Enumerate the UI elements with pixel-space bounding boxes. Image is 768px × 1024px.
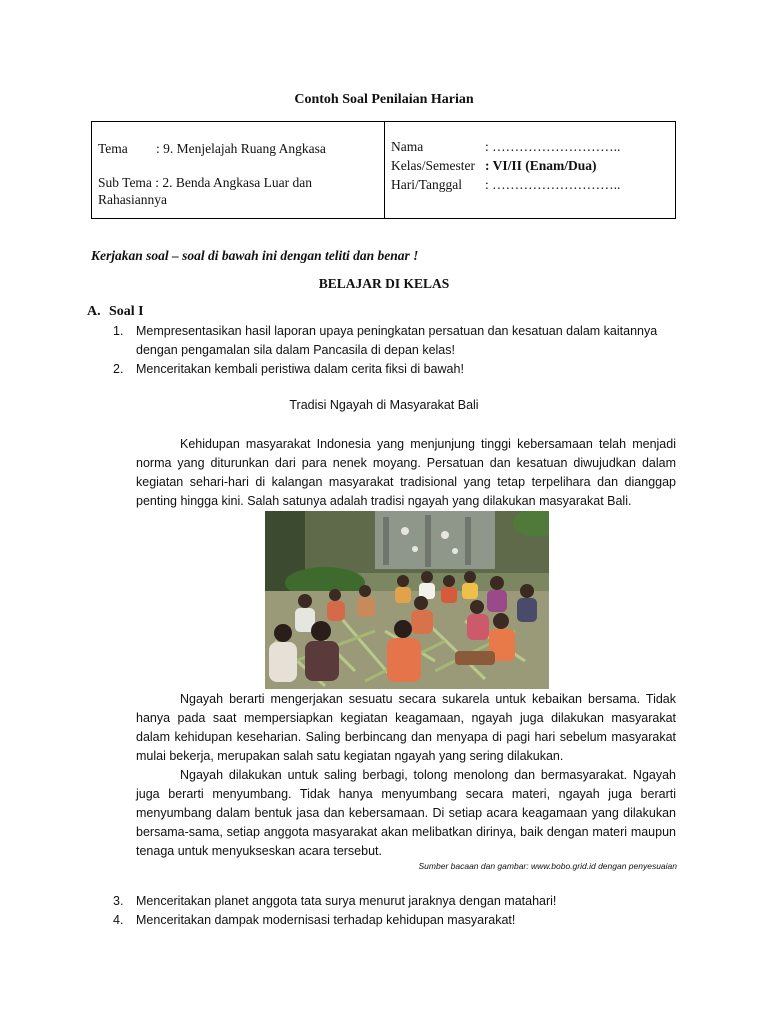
question-text: Menceritakan planet anggota tata surya menurut jaraknya dengan matahari! bbox=[136, 894, 557, 908]
header-divider bbox=[384, 122, 385, 218]
subtema-line1: Sub Tema : 2. Benda Angkasa Luar dan bbox=[98, 175, 313, 190]
question-text-continued: dengan pengamalan sila dalam Pancasila di depan kelas! bbox=[136, 343, 455, 357]
source-citation: Sumber bacaan dan gambar: www.bobo.grid.id dengan penyesuaian bbox=[418, 861, 677, 871]
question-item bbox=[113, 360, 464, 379]
section-a-heading bbox=[87, 304, 144, 320]
kelas-value: : VI/II (Enam/Dua) bbox=[485, 158, 597, 173]
hari-value: : ……………………….. bbox=[485, 177, 621, 192]
question-item bbox=[113, 911, 515, 930]
ngayah-photo-illustration bbox=[265, 511, 549, 689]
story-title: Tradisi Ngayah di Masyarakat Bali bbox=[289, 398, 479, 412]
nama-value: : ……………………….. bbox=[485, 139, 621, 154]
story-paragraph: Ngayah dilakukan untuk saling berbagi, tolong menolong dan bermasyarakat. Ngayah juga berarti menyumbang. Tidak hanya menyumbang secara materi, ngayah juga berarti menyumbang dalam bentuk jasa dan kebersamaan. Di setiap acara keagamaan yang dilakukan bersama-sama, setiap anggota masyarakat akan melibatkan dirinya, baik dengan materi maupun tenaga untuk menyukseskan acara tersebut. bbox=[136, 768, 676, 858]
instruction-text: Kerjakan soal – soal di bawah ini dengan teliti dan benar ! bbox=[91, 248, 419, 263]
kelas-label: Kelas/Semester bbox=[391, 158, 475, 173]
subtema-line2: Rahasiannya bbox=[98, 192, 167, 207]
tema-value: : 9. Menjelajah Ruang Angkasa bbox=[156, 141, 326, 156]
question-item bbox=[113, 322, 658, 357]
question-number: 4. bbox=[113, 913, 124, 927]
nama-label: Nama bbox=[391, 139, 424, 154]
section-heading: BELAJAR DI KELAS bbox=[318, 276, 450, 291]
question-number: 2. bbox=[113, 362, 124, 376]
tema-label: Tema bbox=[98, 141, 128, 156]
story-paragraph: Kehidupan masyarakat Indonesia yang menjunjung tinggi kebersamaan telah menjadi norma yang diturunkan dari para nenek moyang. Persatuan dan kesatuan diwujudkan dalam kegiatan sehari-hari di kalangan masyarakat tradisional yang tetap terpelihara dan dianggap penting hingga kini. Salah satunya adalah tradisi ngayah yang dilakukan masyarakat Bali. bbox=[136, 437, 676, 508]
section-a-letter: A. bbox=[87, 304, 101, 319]
question-text: Mempresentasikan hasil laporan upaya peningkatan persatuan dan kesatuan dalam kaitannya bbox=[136, 324, 658, 338]
document-title: Contoh Soal Penilaian Harian bbox=[294, 92, 474, 107]
story-paragraph: Ngayah berarti mengerjakan sesuatu secara sukarela untuk kebaikan bersama. Tidak hanya pada saat mempersiapkan kegiatan keagamaan, ngayah juga dilakukan masyarakat dalam kehidupan keseharian. Saling berbincang dan menyapa di pagi hari sebelum masyarakat mulai bekerja, merupakan salah satu kegiatan ngayah yang sering dilakukan. bbox=[136, 692, 676, 763]
header-table bbox=[91, 121, 676, 219]
question-item bbox=[113, 892, 556, 911]
section-a-label: Soal I bbox=[109, 304, 144, 319]
question-text: Menceritakan kembali peristiwa dalam cerita fiksi di bawah! bbox=[136, 362, 464, 376]
story-photo bbox=[265, 511, 549, 689]
hari-label: Hari/Tanggal bbox=[391, 177, 463, 192]
question-number: 1. bbox=[113, 324, 124, 338]
question-text: Menceritakan dampak modernisasi terhadap kehidupan masyarakat! bbox=[136, 913, 516, 927]
question-number: 3. bbox=[113, 894, 124, 908]
